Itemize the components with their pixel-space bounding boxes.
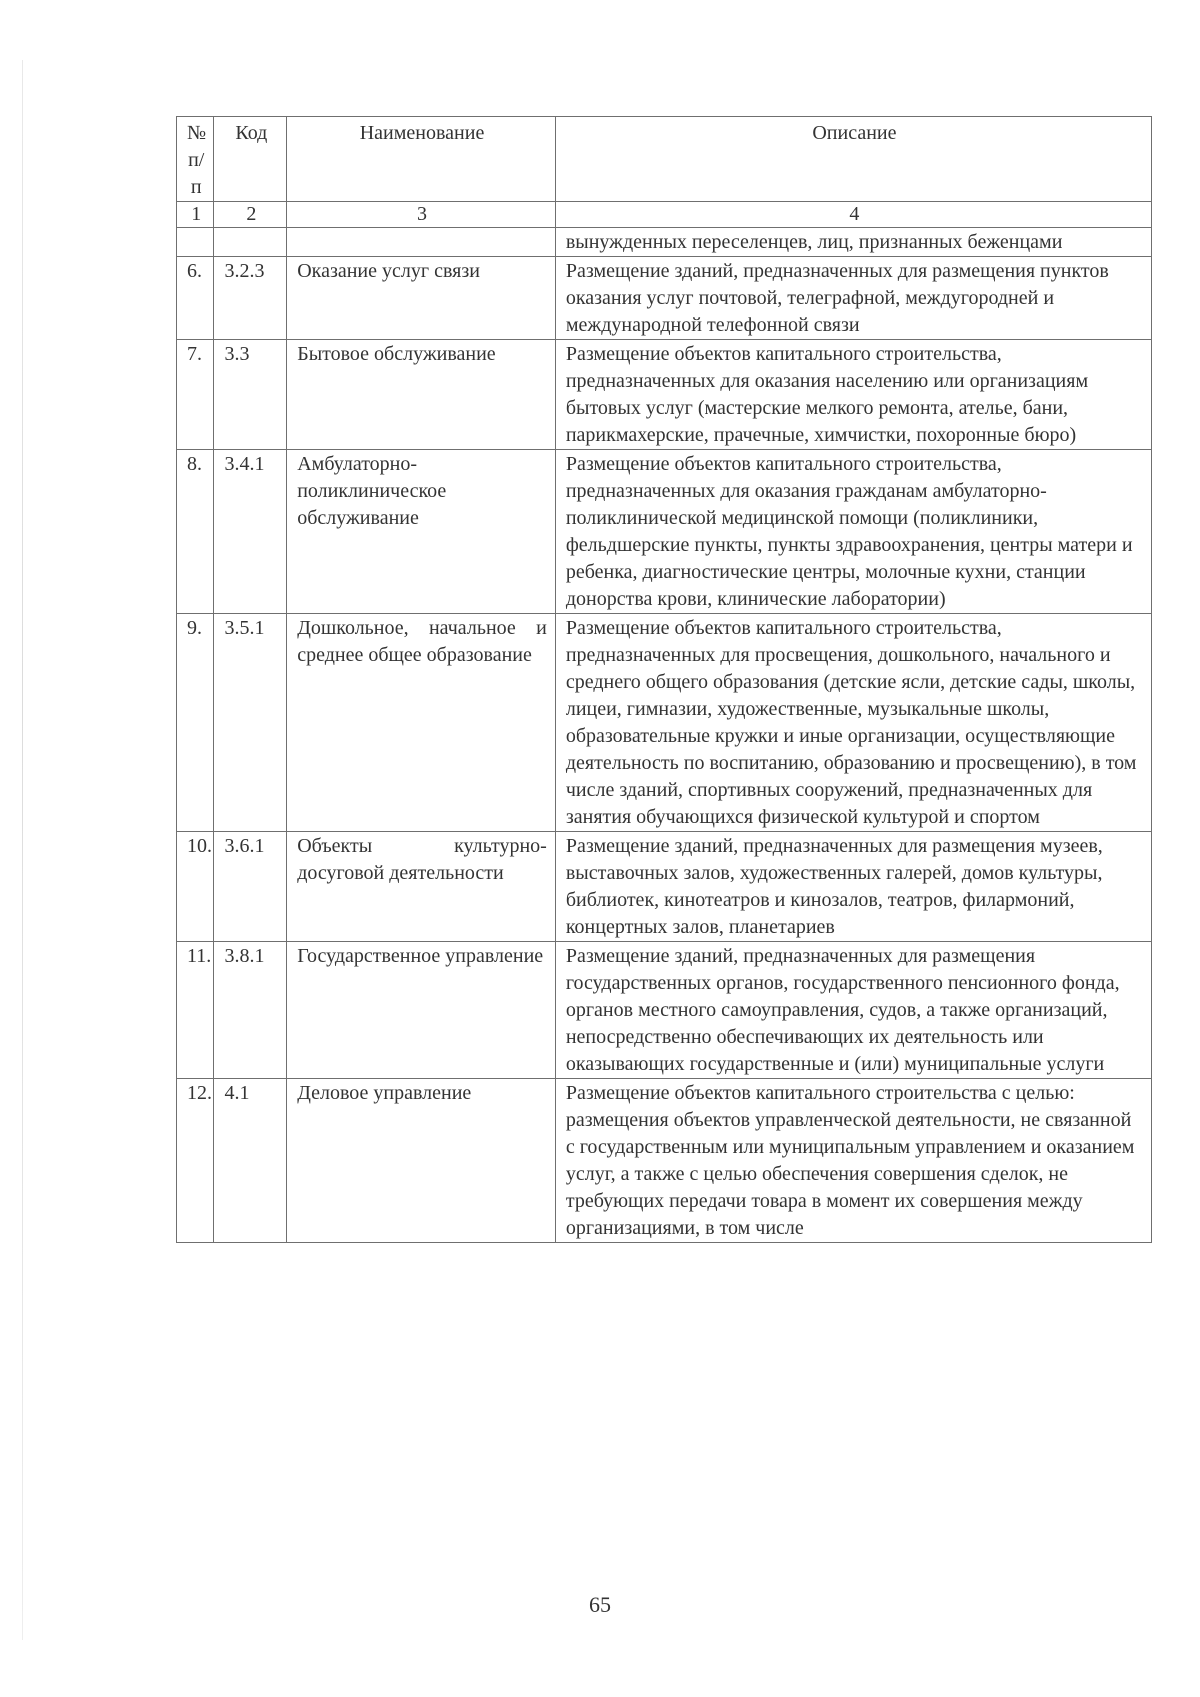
header-code: Код [214, 117, 287, 202]
table-row [177, 942, 1152, 1079]
column-number-row [177, 202, 1152, 228]
land-use-table [176, 116, 1152, 1243]
row-code: 3.2.3 [214, 257, 287, 340]
row-number [177, 228, 214, 257]
column-number: 3 [287, 202, 556, 228]
row-code: 3.3 [214, 340, 287, 450]
row-name: Государственное управление [287, 942, 556, 1079]
row-description: Размещение объектов капитального строительства, предназначенных для просвещения, дошкольного, начального и среднего общего образования (детские ясли, детские сады, школы, лицеи, гимназии, художественные, музыкальные школы, образовательные кружки и иные организации, осуществляющие деятельность по воспитанию, образованию и просвещению), в том числе зданий, спортивных сооружений, предназначенных для занятия обучающихся физической культурой и спортом [555, 614, 1151, 832]
row-number: 9. [177, 614, 214, 832]
table-row [177, 257, 1152, 340]
row-number: 11. [177, 942, 214, 1079]
page-number: 65 [589, 1592, 611, 1617]
row-name: Объекты культурно-досуговой деятельности [287, 832, 556, 942]
row-code: 3.4.1 [214, 450, 287, 614]
table-row [177, 614, 1152, 832]
row-description: Размещение зданий, предназначенных для размещения государственных органов, государственного пенсионного фонда, органов местного самоуправления, судов, а также организаций, непосредственно обеспечивающих их деятельность или оказывающих государственные и (или) муниципальные услуги [555, 942, 1151, 1079]
column-number: 2 [214, 202, 287, 228]
table-row [177, 228, 1152, 257]
row-description: Размещение зданий, предназначенных для размещения музеев, выставочных залов, художественных галерей, домов культуры, библиотек, кинотеатров и кинозалов, театров, филармоний, концертных залов, планетариев [555, 832, 1151, 942]
row-name: Дошкольное, начальное и среднее общее образование [287, 614, 556, 832]
row-description: Размещение объектов капитального строительства, предназначенных для оказания населению или организациям бытовых услуг (мастерские мелкого ремонта, ателье, бани, парикмахерские, прачечные, химчистки, похоронные бюро) [555, 340, 1151, 450]
column-number: 4 [555, 202, 1151, 228]
row-description: Размещение объектов капитального строительства с целью: размещения объектов управленческой деятельности, не связанной с государственным или муниципальным управлением и оказанием услуг, а также с целью обеспечения совершения сделок, не требующих передачи товара в момент их совершения между организациями, в том числе [555, 1079, 1151, 1243]
row-number: 7. [177, 340, 214, 450]
scan-margin-line [22, 60, 23, 1640]
row-code: 3.5.1 [214, 614, 287, 832]
table-row [177, 340, 1152, 450]
row-number: 8. [177, 450, 214, 614]
row-code: 3.6.1 [214, 832, 287, 942]
header-name: Наименование [287, 117, 556, 202]
row-name [287, 228, 556, 257]
column-number: 1 [177, 202, 214, 228]
row-number: 12. [177, 1079, 214, 1243]
row-name: Бытовое обслуживание [287, 340, 556, 450]
row-code [214, 228, 287, 257]
row-description: вынужденных переселенцев, лиц, признанных беженцами [555, 228, 1151, 257]
header-number: № п/п [177, 117, 214, 202]
header-description: Описание [555, 117, 1151, 202]
table-row [177, 832, 1152, 942]
row-code: 3.8.1 [214, 942, 287, 1079]
table-row [177, 450, 1152, 614]
row-name: Оказание услуг связи [287, 257, 556, 340]
row-description: Размещение зданий, предназначенных для размещения пунктов оказания услуг почтовой, телеграфной, междугородней и международной телефонной связи [555, 257, 1151, 340]
row-description: Размещение объектов капитального строительства, предназначенных для оказания гражданам амбулаторно-поликлинической медицинской помощи (поликлиники, фельдшерские пункты, пункты здравоохранения, центры матери и ребенка, диагностические центры, молочные кухни, станции донорства крови, клинические лаборатории) [555, 450, 1151, 614]
row-number: 10. [177, 832, 214, 942]
row-number: 6. [177, 257, 214, 340]
table-row [177, 1079, 1152, 1243]
table-header-row [177, 117, 1152, 202]
row-code: 4.1 [214, 1079, 287, 1243]
row-name: Деловое управление [287, 1079, 556, 1243]
row-name: Амбулаторно-поликлиническое обслуживание [287, 450, 556, 614]
